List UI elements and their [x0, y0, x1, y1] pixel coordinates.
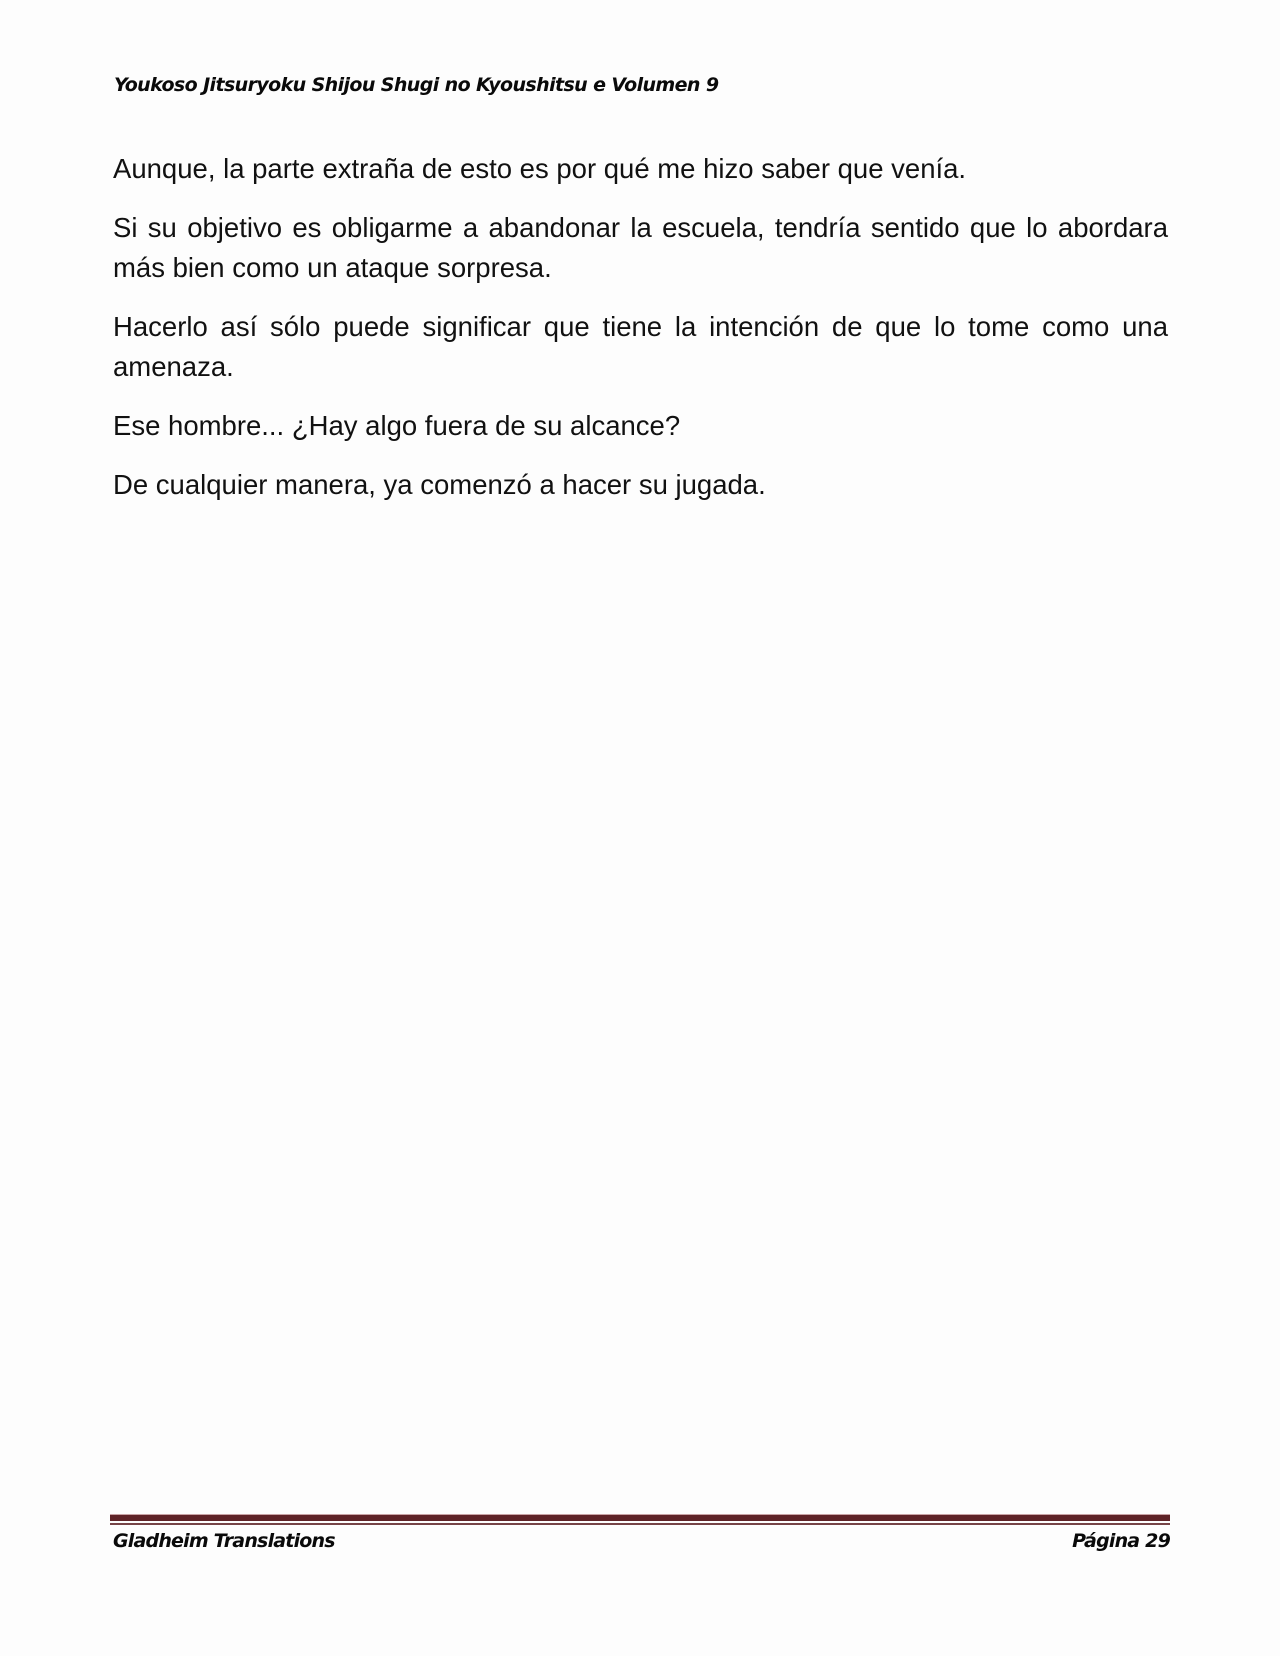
footer-page-number: Página 29	[1072, 1530, 1170, 1552]
footer-divider-thin-line	[110, 1523, 1170, 1525]
running-header-title: Youkoso Jitsuryoku Shijou Shugi no Kyoushitsu e Volumen 9	[114, 74, 719, 96]
paragraph: Hacerlo así sólo puede significar que tiene la intención de que lo tome como una amenaza.	[113, 311, 1168, 382]
paragraph: Aunque, la parte extraña de esto es por qué me hizo saber que venía.	[113, 153, 967, 184]
footer-divider	[110, 1514, 1170, 1525]
paragraph: De cualquier manera, ya comenzó a hacer su jugada.	[113, 469, 766, 500]
paragraph: Si su objetivo es obligarme a abandonar la escuela, tendría sentido que lo abordara más bien como un ataque sorpresa.	[113, 212, 1168, 283]
paragraph: Ese hombre... ¿Hay algo fuera de su alcance?	[113, 410, 681, 441]
page-body	[113, 149, 1168, 524]
footer-divider-thick-line	[110, 1515, 1170, 1521]
footer-translator-credit: Gladheim Translations	[113, 1530, 335, 1552]
